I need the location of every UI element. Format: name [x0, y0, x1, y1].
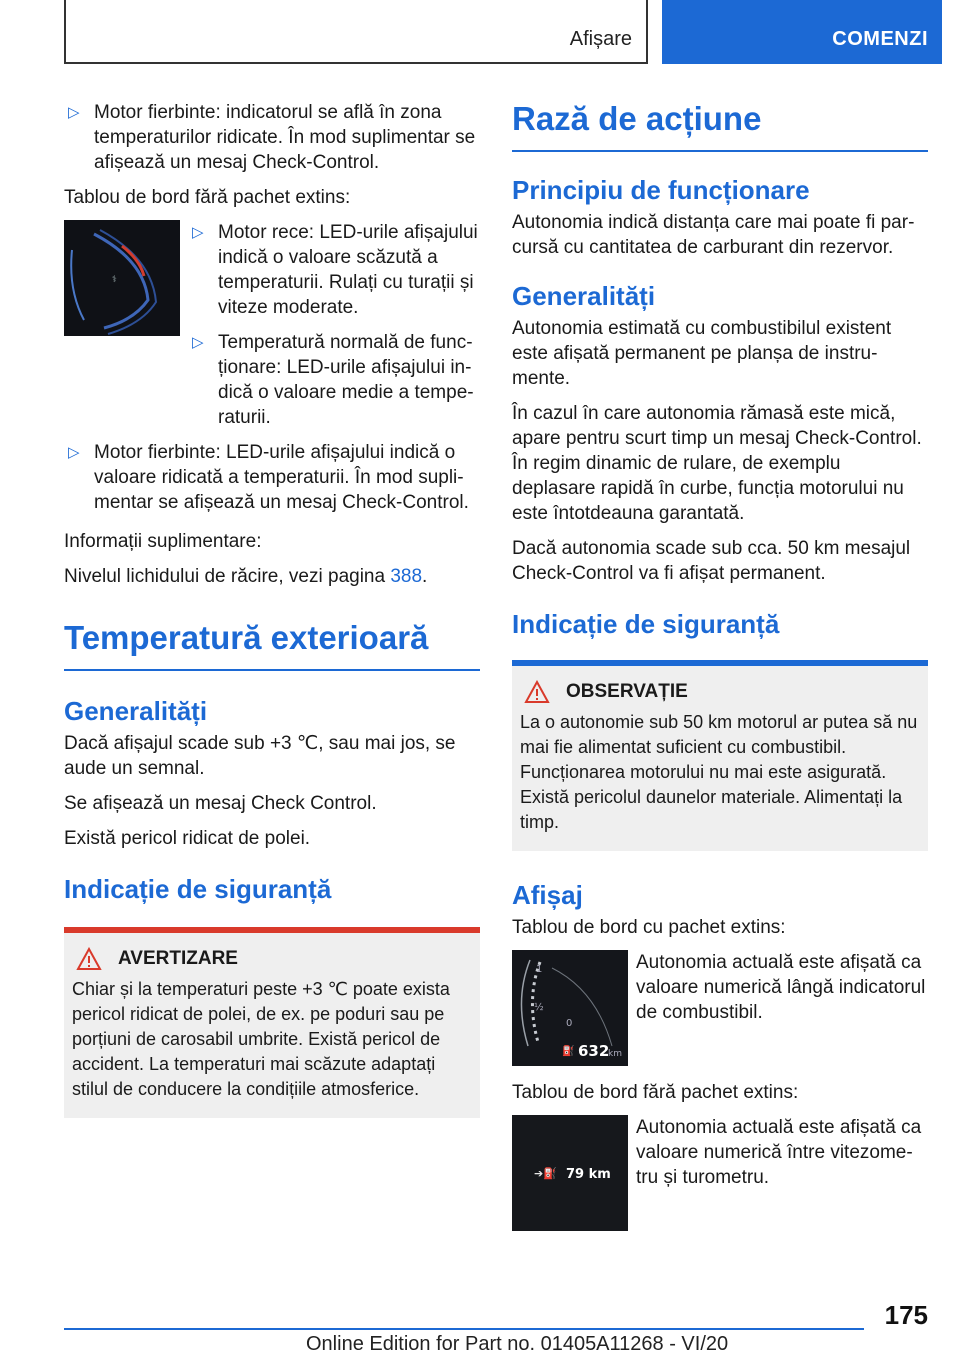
coolant-page-link[interactable]: 388	[390, 566, 423, 587]
safety-heading: Indicație de siguranță	[512, 609, 780, 639]
coolant-gauge-image	[64, 220, 180, 336]
notice-box	[512, 660, 928, 851]
list-item-text: Motor rece: LED-urile afișajului indică o valoare scăzută a temperaturii. Rulați cu turații și viteze moderate.	[218, 222, 478, 318]
warning-label: AVERTIZARE	[118, 948, 238, 969]
bullet-triangle-icon: ▷	[192, 224, 204, 241]
notice-header	[520, 680, 920, 704]
safety-heading: Indicație de siguranță	[64, 874, 332, 904]
bullet-triangle-icon: ▷	[68, 104, 80, 121]
extended-cluster-block	[512, 950, 928, 1066]
coolant-reference-text: Nivelul lichidului de răcire, vezi pagina	[64, 566, 391, 587]
warning-triangle-icon	[76, 947, 102, 971]
warning-header	[72, 947, 472, 971]
extended-cluster-image	[512, 950, 628, 1066]
extended-range-unit: km	[608, 1049, 622, 1059]
general-paragraph: Există pericol ridicat de polei.	[64, 828, 311, 849]
coolant-reference	[64, 564, 480, 589]
extended-range-reading: 632	[578, 1042, 610, 1060]
basic-range-reading: 79 km	[566, 1167, 611, 1182]
general-heading: Generalități	[64, 696, 208, 726]
fuel-pump-icon: ⛽	[562, 1046, 575, 1057]
general-heading: Generalități	[512, 281, 656, 311]
left-column	[64, 100, 480, 1118]
header-section-label: Afișare	[569, 28, 632, 50]
list-item	[64, 100, 480, 175]
list-item-text: Motor fierbinte: indicatorul se află în zona temperaturilor ridicate. În mod suplimentar se afișează un mesaj Check-Control.	[94, 102, 476, 173]
footer-edition: Online Edition for Part no. 01405A11268 - VI/20	[306, 1333, 729, 1355]
warning-box	[64, 927, 480, 1118]
basic-cluster-block	[512, 1115, 928, 1231]
list-item-text: Temperatură normală de funcționare: LED-urile afișajului indică o valoare medie a temperaturii.	[218, 332, 474, 428]
extended-text: Autonomia actuală este afișată ca valoare numerică lângă indicatorul de combustibil.	[636, 952, 926, 1023]
warning-triangle-icon	[524, 680, 550, 704]
general-paragraph: Dacă autonomia scade sub cca. 50 km mesajul Check-Control va fi afișat permanent.	[512, 538, 911, 584]
notice-text: La o autonomie sub 50 km motorul ar putea să nu mai fie alimentat suficient cu combustibil. Funcționarea motorului nu mai este asigurată. Există pericolul daunelor materiale. Alimentați la timp.	[520, 712, 918, 832]
list-item	[188, 220, 480, 320]
list-item-text: Motor fierbinte: LED-urile afișajului indică o valoare ridicată a temperaturii. În mod suplimentar se afișează un mesaj Check-Control.	[94, 442, 469, 513]
bullet-triangle-icon: ▷	[68, 444, 80, 461]
gauge-label-full: 1	[536, 964, 543, 975]
coolant-gauge-block	[64, 220, 480, 430]
list-item	[188, 330, 480, 430]
range-title: Rază de acțiune	[512, 100, 928, 152]
notice-label: OBSERVAȚIE	[566, 681, 688, 702]
basic-label: Tablou de bord fără pachet extins:	[512, 1082, 799, 1103]
coolant-reference-suffix: .	[422, 566, 428, 587]
gauge-label-half: ½	[534, 1002, 544, 1013]
header-chapter-tab	[662, 0, 942, 64]
footer-divider	[64, 1328, 864, 1330]
warning-text: Chiar și la temperaturi peste +3 ℃ poate exista pericol ridicat de polei, de ex. pe poduri sau pe porțiuni de carosabil umbrite. Există pericol de accident. La temperaturi mai scăzute adaptați stilul de conducere la condițiile atmosferice.	[72, 979, 450, 1099]
gauge-label-empty: 0	[566, 1018, 573, 1029]
display-heading: Afișaj	[512, 880, 583, 910]
svg-text:⚕: ⚕	[112, 275, 117, 285]
outside-temp-title: Temperatură exterioară	[64, 619, 480, 671]
header-chapter-label: COMENZI	[832, 28, 928, 50]
principle-heading: Principiu de funcționare	[512, 175, 810, 205]
basic-cluster-image	[512, 1115, 628, 1231]
more-info-label: Informații suplimentare:	[64, 531, 262, 552]
right-column	[512, 100, 928, 1231]
header-section-tab	[64, 0, 648, 64]
principle-paragraph: Autonomia indică distanța care mai poate fi parcursă cu cantitatea de carburant din rezervor.	[512, 212, 915, 258]
range-fuel-icon: ➔⛽	[534, 1167, 557, 1180]
general-paragraph: Autonomia estimată cu combustibilul existent este afișată permanent pe planșa de instrumente.	[512, 318, 892, 389]
general-paragraph: Dacă afișajul scade sub +3 ℃, sau mai jos, se aude un semnal.	[64, 733, 456, 779]
general-paragraph: În cazul în care autonomia rămasă este mică, apare pentru scurt timp un mesaj Check-Control. În regim dinamic de rulare, de exemplu deplasare rapidă în curbe, funcția motorului nu este întotdeauna garantată.	[512, 403, 922, 524]
extended-label: Tablou de bord cu pachet extins:	[512, 917, 786, 938]
page-number: 175	[884, 1300, 928, 1330]
basic-text: Autonomia actuală este afișată ca valoare numerică între vitezometru și turometru.	[636, 1117, 922, 1188]
list-item	[64, 440, 480, 515]
cluster-basic-label: Tablou de bord fără pachet extins:	[64, 187, 351, 208]
general-paragraph: Se afișează un mesaj Check Control.	[64, 793, 377, 814]
bullet-triangle-icon: ▷	[192, 334, 204, 351]
